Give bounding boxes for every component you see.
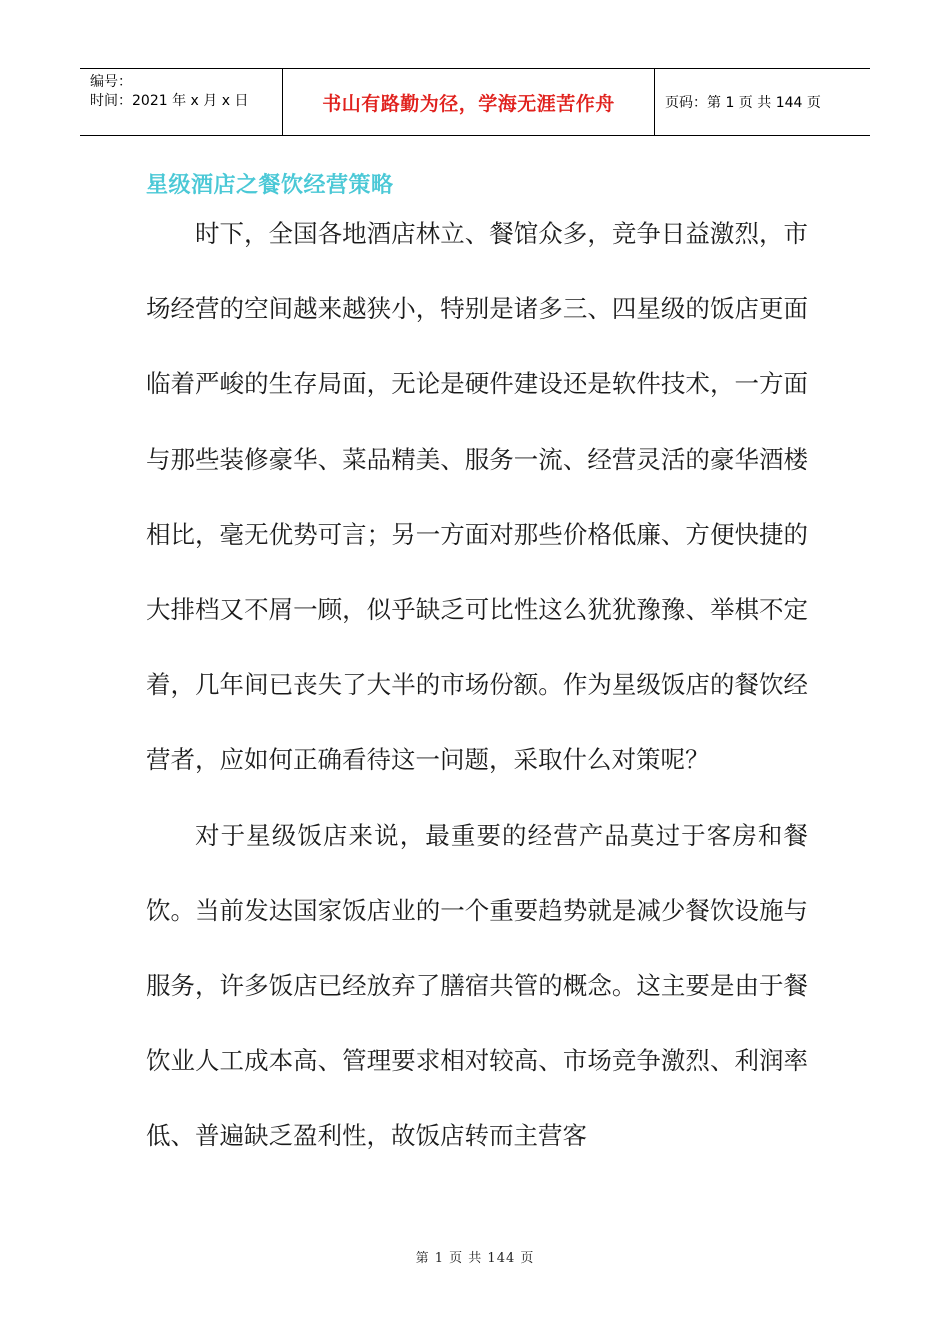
article-body [146,196,808,1174]
page-header [80,68,870,136]
header-motto: 书山有路勤为径，学海无涯苦作舟 [282,69,655,135]
page-footer: 第 1 页 共 144 页 [415,1251,535,1266]
paragraph: 时下，全国各地酒店林立、餐馆众多，竞争日益激烈，市场经营的空间越来越狭小，特别是诸多三、四星级的饭店更面临着严峻的生存局面，无论是硬件建设还是软件技术，一方面与那些装修豪华、菜品精美、服务一流、经营灵活的豪华酒楼相比，毫无优势可言；另一方面对那些价格低廉、方便快捷的大排档又不屑一顾，似乎缺乏可比性这么犹犹豫豫、举棋不定着，几年间已丧失了大半的市场份额。作为星级饭店的餐饮经营者，应如何正确看待这一问题，采取什么对策呢？ [146,219,808,775]
header-meta [80,69,282,135]
header-page-info: 页码：第 1 页 共 144 页 [665,95,821,111]
article-title: 星级酒店之餐饮经营策略 [146,173,394,198]
document-date: 时间：2021 年 x 月 x 日 [90,93,249,109]
document-number-label: 编号： [90,74,132,90]
paragraph: 对于星级饭店来说，最重要的经营产品莫过于客房和餐饮。当前发达国家饭店业的一个重要趋势就是减少餐饮设施与服务，许多饭店已经放弃了膳宿共管的概念。这主要是由于餐饮业人工成本高、管理要求相对较高、市场竞争激烈、利润率低、普遍缺乏盈利性，故饭店转而主营客 [146,820,808,1151]
